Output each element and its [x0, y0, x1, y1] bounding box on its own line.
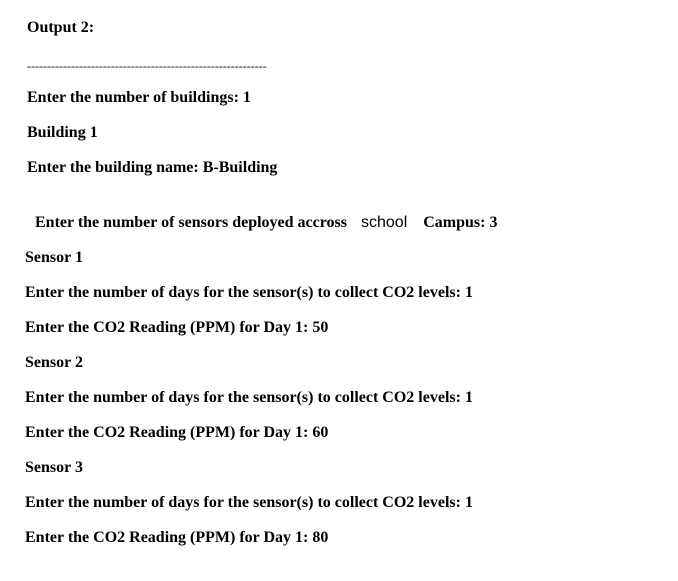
sensor-2-label: Sensor 2 [25, 354, 83, 371]
sensor-3-label: Sensor 3 [25, 459, 83, 476]
output-heading: Output 2: [27, 19, 95, 36]
sensor-3-reading-prompt: Enter the CO2 Reading (PPM) for Day 1: 80 [25, 529, 329, 546]
divider-line: ------------------------------------------------------------ [27, 59, 267, 73]
sensor-1-reading-prompt: Enter the CO2 Reading (PPM) for Day 1: 50 [25, 319, 329, 336]
sensor-2-days-prompt: Enter the number of days for the sensor(s) to collect CO2 levels: 1 [25, 389, 473, 406]
sensors-prompt-prefix: Enter the number of sensors deployed accross [35, 214, 347, 231]
sensor-3-days-prompt: Enter the number of days for the sensor(s) to collect CO2 levels: 1 [25, 494, 473, 511]
prompt-number-of-buildings: Enter the number of buildings: 1 [27, 89, 251, 106]
prompt-number-of-sensors [27, 193, 497, 233]
sensor-1-label: Sensor 1 [25, 249, 83, 266]
sensor-2-reading-prompt: Enter the CO2 Reading (PPM) for Day 1: 60 [25, 424, 329, 441]
sensor-1-days-prompt: Enter the number of days for the sensor(s) to collect CO2 levels: 1 [25, 284, 473, 301]
sensors-prompt-suffix: Campus: 3 [423, 214, 498, 231]
prompt-building-name: Enter the building name: B-Building [27, 159, 278, 176]
building-label: Building 1 [27, 124, 98, 141]
sensors-prompt-school-word: school [361, 214, 408, 231]
